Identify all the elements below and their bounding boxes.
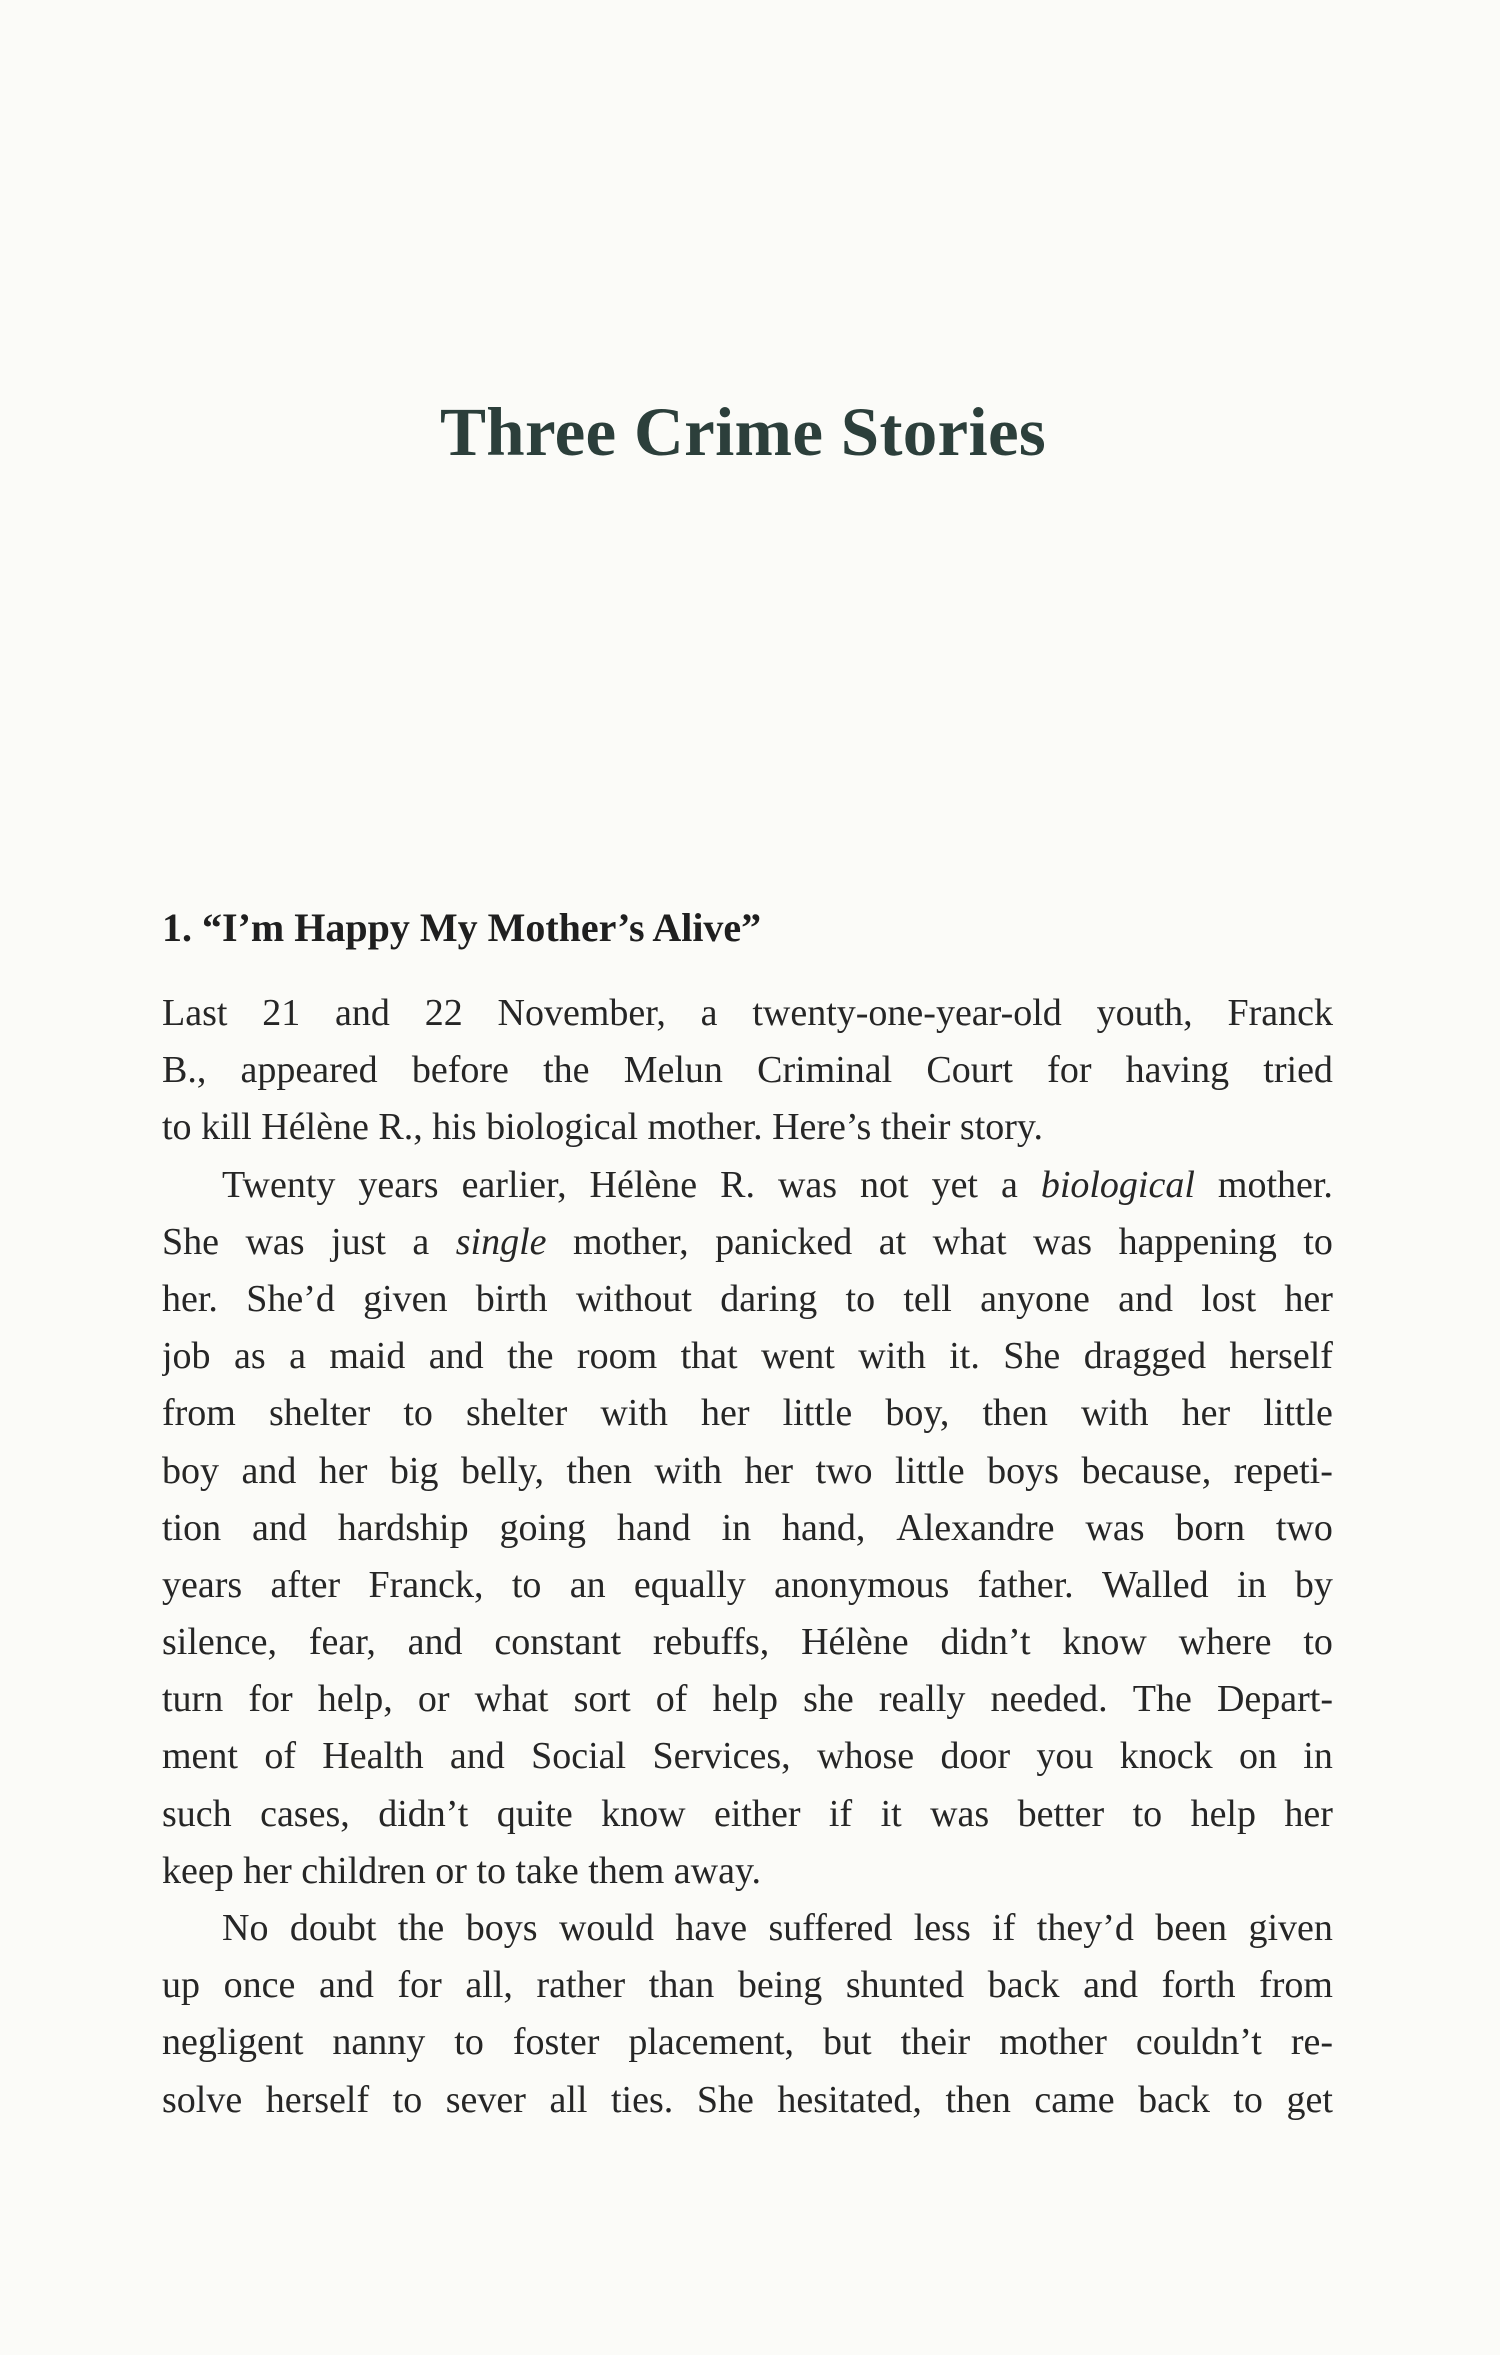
- body-text: [162, 985, 1333, 2129]
- text-line: boy and her big belly, then with her two little boys because, repeti-: [162, 1449, 1333, 1492]
- text-line: such cases, didn’t quite know either if it was better to help her: [162, 1792, 1333, 1835]
- text-line: tion and hardship going hand in hand, Alexandre was born two: [162, 1506, 1333, 1549]
- text-line: years after Franck, to an equally anonymous father. Walled in by: [162, 1563, 1333, 1606]
- text-line: She was just a single mother, panicked at what was happening to: [162, 1220, 1333, 1263]
- text-line: No doubt the boys would have suffered less if they’d been given: [222, 1907, 1333, 1949]
- text-line: Last 21 and 22 November, a twenty-one-year-old youth, Franck: [162, 992, 1333, 1034]
- text-line: negligent nanny to foster placement, but their mother couldn’t re-: [162, 2021, 1333, 2064]
- text-line: Twenty years earlier, Hélène R. was not yet a biological mother.: [222, 1163, 1333, 1206]
- text-line: solve herself to sever all ties. She hesitated, then came back to get: [162, 2078, 1333, 2121]
- text-line: job as a maid and the room that went with it. She dragged herself: [162, 1335, 1333, 1378]
- chapter-title: Three Crime Stories: [439, 394, 1047, 470]
- text-line: up once and for all, rather than being shunted back and forth from: [162, 1964, 1333, 2007]
- text-line: B., appeared before the Melun Criminal Court for having tried: [162, 1049, 1333, 1092]
- section-heading: 1. “I’m Happy My Mother’s Alive”: [162, 905, 762, 950]
- text-line: her. She’d given birth without daring to tell anyone and lost her: [162, 1277, 1333, 1320]
- text-line: keep her children or to take them away.: [162, 1849, 761, 1892]
- text-line: silence, fear, and constant rebuffs, Hélène didn’t know where to: [162, 1621, 1333, 1664]
- text-line: to kill Hélène R., his biological mother. Here’s their story.: [162, 1106, 1043, 1149]
- text-line: ment of Health and Social Services, whose door you knock on in: [162, 1735, 1333, 1778]
- text-line: turn for help, or what sort of help she really needed. The Depart-: [162, 1678, 1333, 1721]
- text-line: from shelter to shelter with her little boy, then with her little: [162, 1392, 1333, 1435]
